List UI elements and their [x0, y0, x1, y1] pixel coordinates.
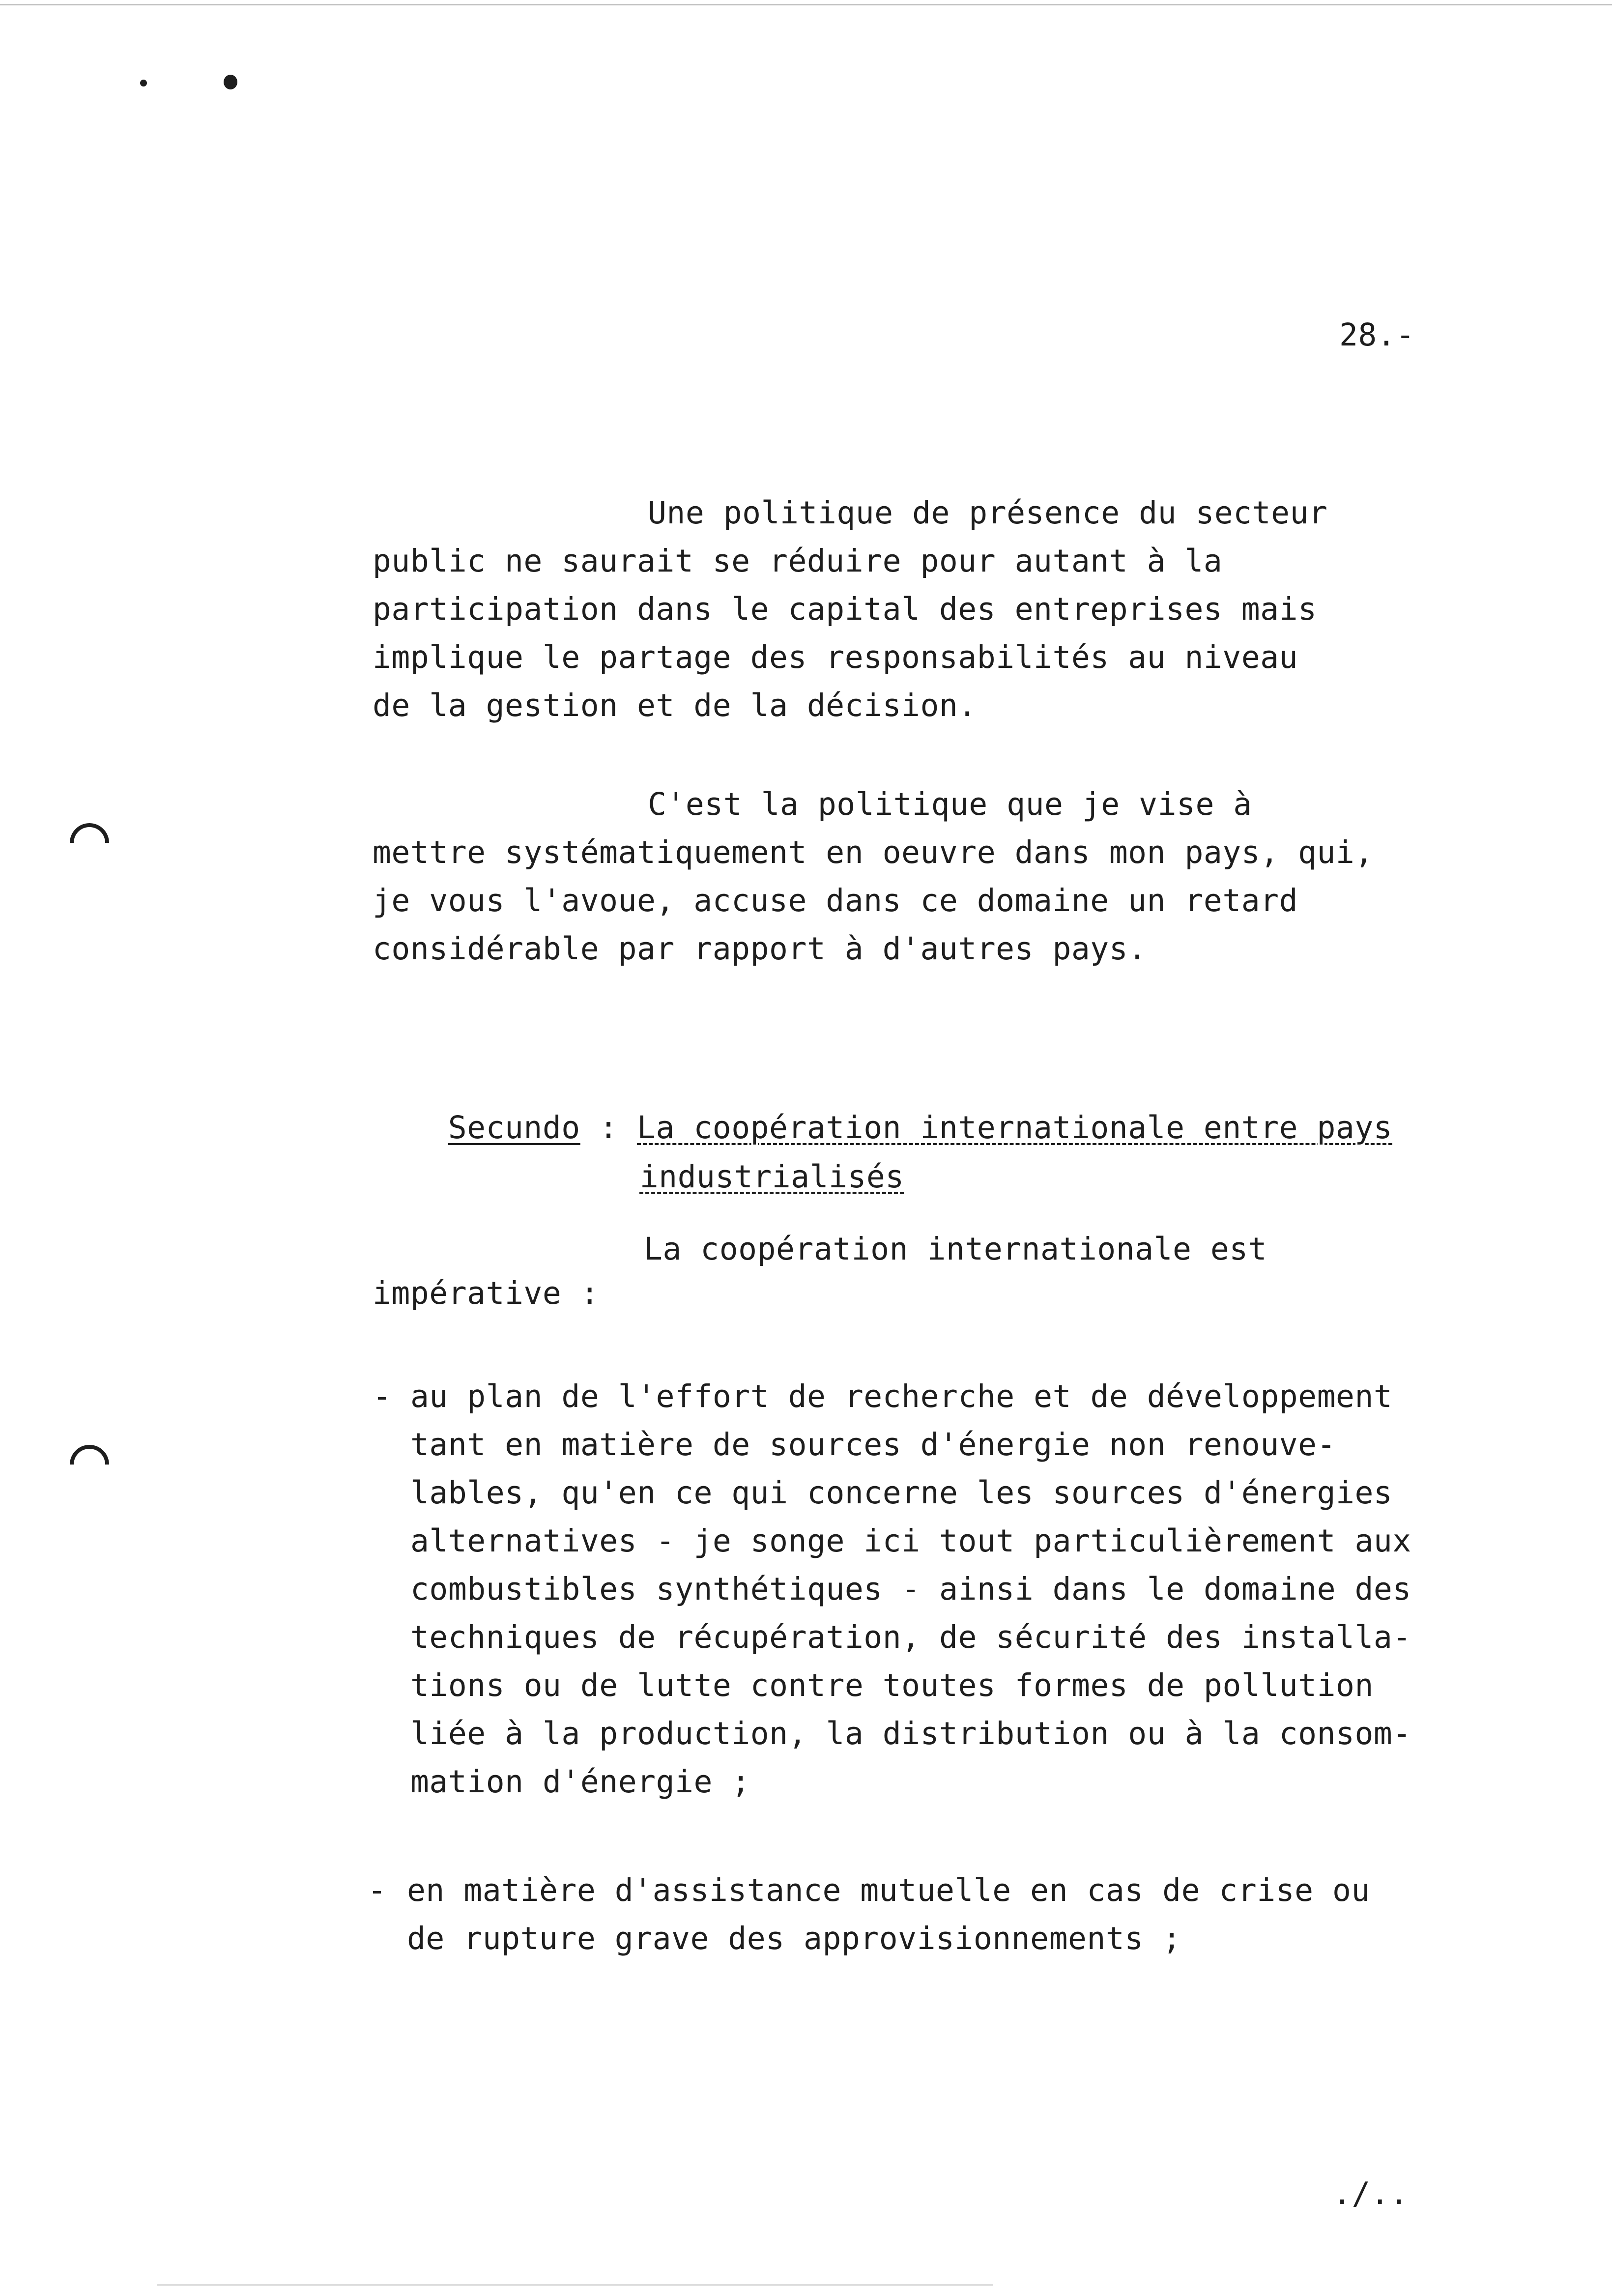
- bullet-marker: -: [373, 1378, 392, 1414]
- bullet-marker: -: [368, 1872, 387, 1908]
- bullet-line: lables, qu'en ce qui concerne les sources d'énergies: [410, 1475, 1393, 1511]
- bullet-line: mation d'énergie ;: [410, 1764, 750, 1800]
- bullet-line: alternatives - je songe ici tout particulièrement aux: [410, 1523, 1411, 1559]
- section-title-continued: [564, 1130, 904, 1223]
- section-title: La coopération internationale entre pays: [637, 1110, 1393, 1146]
- paragraph-line: C'est la politique que je vise à: [648, 786, 1252, 822]
- bullet-line: techniques de récupération, de sécurité des installa-: [410, 1619, 1411, 1655]
- bullet-line: tant en matière de sources d'énergie non renouve-: [410, 1427, 1336, 1463]
- paragraph-line: impérative :: [373, 1275, 600, 1311]
- scan-speck: [140, 80, 147, 86]
- bullet-line: combustibles synthétiques - ainsi dans le domaine des: [410, 1571, 1411, 1607]
- scan-speck: [224, 75, 237, 89]
- paragraph-line: public ne saurait se réduire pour autant à la: [373, 543, 1223, 579]
- continuation-mark: ./..: [1333, 2176, 1409, 2211]
- paragraph-line: participation dans le capital des entreprises mais: [373, 591, 1317, 627]
- bullet-line: de rupture grave des approvisionnements ;: [407, 1921, 1181, 1956]
- bullet-line: tions ou de lutte contre toutes formes de pollution: [410, 1667, 1374, 1703]
- bullet-line: liée à la production, la distribution ou à la consom-: [410, 1716, 1411, 1751]
- section-label: Secundo: [448, 1110, 580, 1146]
- paragraph-line: Une politique de présence du secteur: [648, 495, 1328, 531]
- paragraph-line: de la gestion et de la décision.: [373, 688, 977, 723]
- bullet-line: en matière d'assistance mutuelle en cas de crise ou: [407, 1872, 1370, 1908]
- paragraph-line: mettre systématiquement en oeuvre dans mon pays, qui,: [373, 834, 1374, 870]
- paragraph-line: je vous l'avoue, accuse dans ce domaine un retard: [373, 883, 1298, 918]
- section-separator: :: [599, 1110, 618, 1146]
- punch-hole-mark-icon: [61, 815, 117, 870]
- bullet-line: au plan de l'effort de recherche et de développement: [410, 1378, 1393, 1414]
- punch-hole-mark-icon: [61, 1436, 117, 1492]
- top-edge-line: [0, 4, 1612, 5]
- page-number: 28.-: [1339, 317, 1415, 353]
- section-title-line2: industrialisés: [639, 1159, 904, 1195]
- bottom-edge-line: [157, 2284, 993, 2286]
- paragraph-line: La coopération internationale est: [644, 1231, 1267, 1267]
- paragraph-line: implique le partage des responsabilités au niveau: [373, 639, 1298, 675]
- paragraph-line: considérable par rapport à d'autres pays.: [373, 931, 1147, 967]
